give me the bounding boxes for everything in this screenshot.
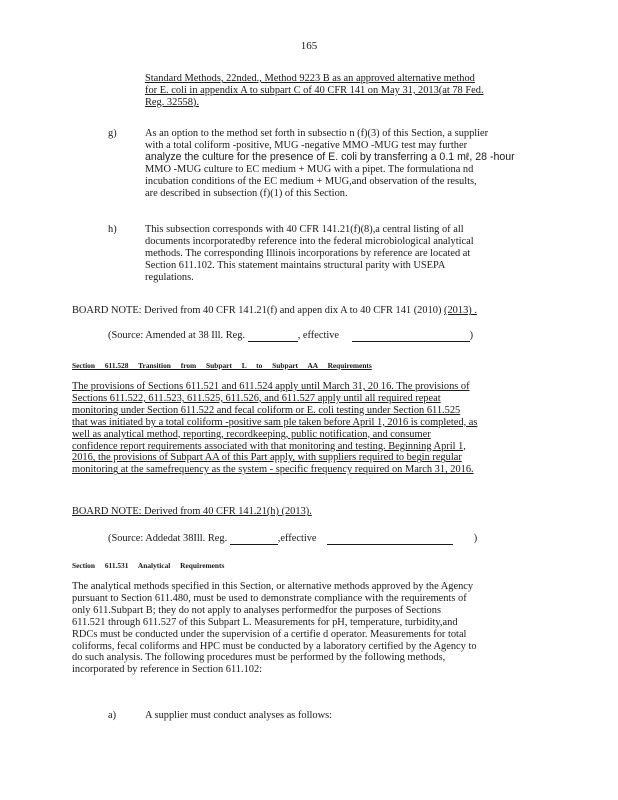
subsection-a-text: A supplier must conduct analyses as follows:: [145, 710, 333, 721]
text-line: that was initiated by a total coliform -positive sam ple taken before April 1, 2016 is completed, as: [72, 416, 478, 428]
section-611-531-paragraph: [72, 581, 534, 676]
source-note-1: [108, 330, 528, 342]
subsection-g-paragraph: [145, 128, 535, 199]
source-text: ,effective: [277, 533, 317, 544]
text-line: pursuant to Section 611.480, must be used to demonstrate compliance with the requirements of: [72, 592, 467, 604]
effective-date-blank: [352, 332, 470, 342]
source-text: (Source: Addedat 38Ill. Reg.: [108, 533, 228, 544]
text-line: The analytical methods specified in this Section, or alternative methods approved by the Agency: [72, 581, 474, 592]
text-line: regulations.: [145, 271, 194, 283]
source-text: ): [473, 533, 478, 544]
effective-date-blank: [327, 535, 453, 545]
text-line: are described in subsection (f)(1) of this Section.: [145, 187, 348, 199]
text-line: only 611.Subpart B; they do not apply to analyses performedfor the purposes of Sections: [72, 604, 441, 616]
text-line: for E. coli in appendix A to subpart C of 40 CFR 141 on May 31, 2013(at 78 Fed.: [145, 84, 484, 96]
text-line: Reg. 32558).: [145, 96, 199, 108]
section-heading-611-531: Section 611.531 Analytical Requirements: [72, 561, 225, 570]
board-note-2: BOARD NOTE: Derived from 40 CFR 141.21(h) (2013).: [72, 506, 312, 517]
text-line: incorporated by reference in Section 611.102:: [72, 664, 263, 676]
register-blank: [230, 535, 278, 545]
text-line: Section 611.102. This statement maintains structural parity with USEPA: [145, 259, 446, 271]
text-line: methods. The corresponding Illinois incorporations by reference are located at: [145, 247, 471, 259]
section-611-528-paragraph: [72, 381, 534, 476]
text-line: monitoring at the samefrequency as the system - specific frequency required on March 31, 2016.: [72, 464, 474, 476]
text-line: 2016, the provisions of Subpart AA of this Part apply, with suppliers required to begin regular: [72, 452, 462, 464]
text-line: Standard Methods, 22nded., Method 9223 B as an approved alternative method: [145, 73, 475, 84]
subsection-label-a: a): [108, 710, 117, 721]
text-line: monitoring under Section 611.522 and fecal coliform or E. coli testing under Section 611.525: [72, 404, 461, 416]
source-text: , effective: [297, 330, 340, 341]
text-line: The provisions of Sections 611.521 and 611.524 apply until March 31, 20 16. The provisions of: [72, 381, 470, 392]
text-line: incubation conditions of the EC medium + MUG,and observation of the results,: [145, 175, 477, 187]
page-number: 165: [300, 40, 318, 52]
text-line: confidence report requirements associated with that monitoring and testing. Beginning April 1,: [72, 440, 466, 452]
subsection-label-g: g): [108, 128, 117, 139]
text-line: As an option to the method set forth in subsectio n (f)(3) of this Section, a supplier: [145, 128, 489, 139]
source-note-2: [108, 533, 528, 545]
register-blank: [248, 332, 298, 342]
source-text: ): [469, 330, 474, 341]
subsection-label-h: h): [108, 224, 117, 235]
board-note-added-year: (2013) .: [444, 305, 477, 316]
text-line: analyze the culture for the presence of E. coli by transferring a 0.1 mℓ, 28 -hour: [145, 150, 515, 163]
text-line: do such analysis. The following procedures must be performed by the following methods,: [72, 652, 446, 664]
section-heading-611-528: Section 611.528 Transition from Subpart L to Subpart AA Requirements: [72, 361, 372, 370]
board-note-text: BOARD NOTE: Derived from 40 CFR 141.21(f) and appen dix A to 40 CFR 141 (2010): [72, 305, 442, 316]
text-line: This subsection corresponds with 40 CFR 141.21(f)(8),a central listing of all: [145, 224, 464, 235]
subsection-h-paragraph: [145, 224, 535, 284]
text-line: Sections 611.522, 611.523, 611.525, 611.526, and 611.527 apply until all required repeat: [72, 392, 441, 404]
text-line: 611.521 through 611.527 of this Subpart L. Measurements for pH, temperature, turbidity,and: [72, 616, 458, 628]
text-line: with a total coliform -positive, MUG -negative MMO -MUG test may further: [145, 139, 468, 151]
source-text: (Source: Amended at 38 Ill. Reg.: [108, 330, 246, 341]
text-line: well as analytical method, reporting, recordkeeping, public notification, and consumer: [72, 428, 431, 440]
text-line: RDCs must be conducted under the supervision of a certifie d operator. Measurements for total: [72, 628, 467, 640]
text-line: MMO -MUG culture to EC medium + MUG with a pipet. The formulationa nd: [145, 163, 474, 175]
text-line: coliforms, fecal coliforms and HPC must be conducted by a laboratory certified by the Agency to: [72, 640, 477, 652]
standard-methods-paragraph: [145, 73, 535, 109]
text-line: documents incorporatedby reference into the federal microbiological analytical: [145, 235, 474, 247]
board-note-1: [72, 305, 552, 317]
